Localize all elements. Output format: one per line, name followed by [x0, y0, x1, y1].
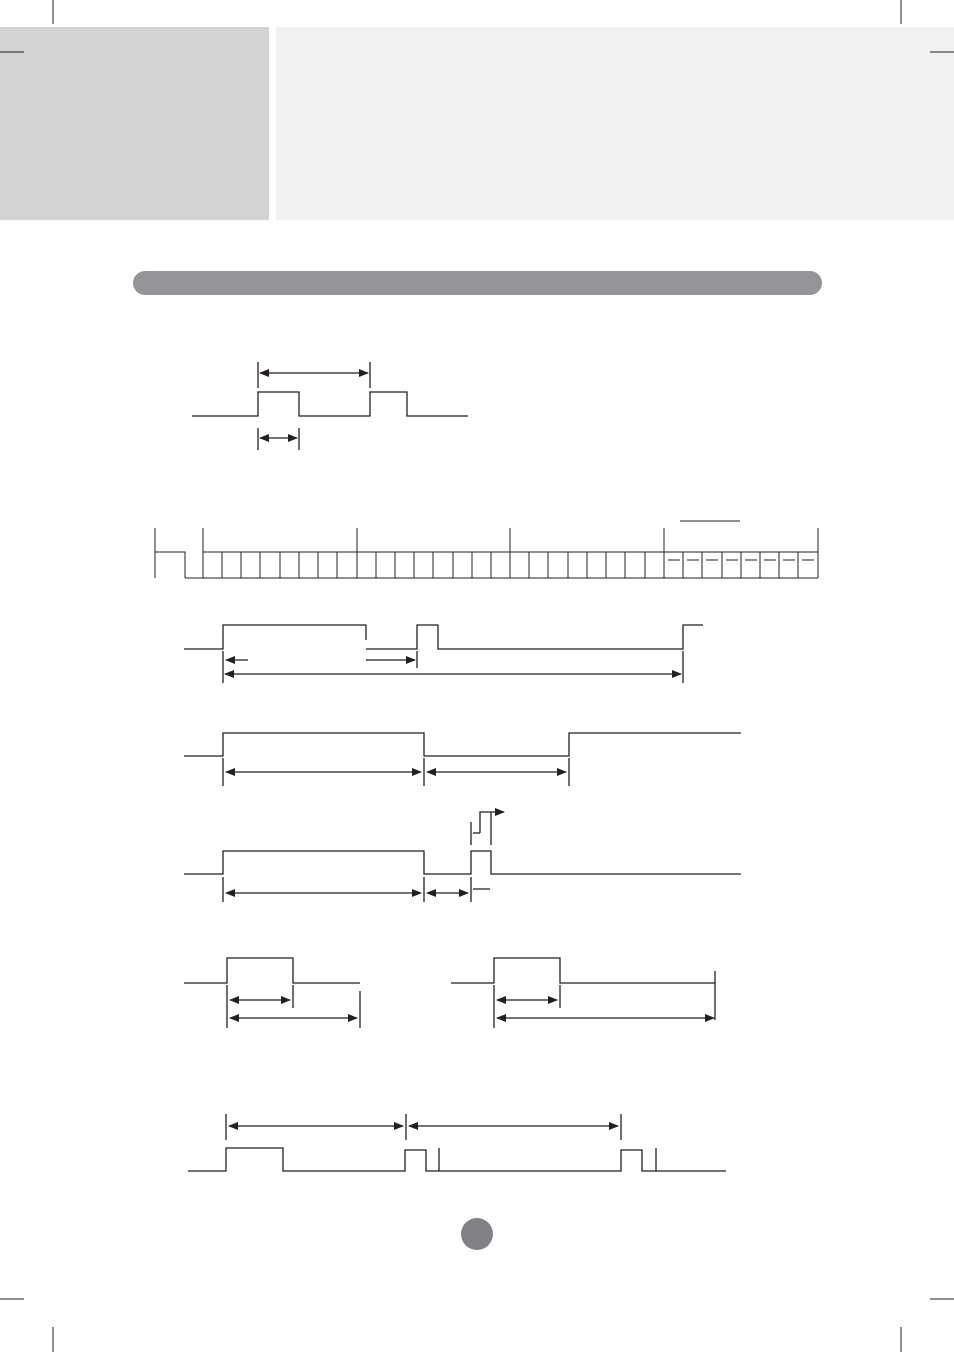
lead-code-waveform: [184, 625, 703, 683]
data-frame-bit-grid: [155, 521, 818, 578]
page-number-badge: [461, 1218, 493, 1250]
carrier-pulse-waveform: [192, 362, 468, 450]
pulse-with-marker-waveform: [184, 812, 741, 902]
long-pulse-waveform: [184, 733, 741, 786]
bit-1-waveform: [451, 958, 715, 1028]
marker-arrow: [480, 812, 504, 833]
bit-0-waveform: [184, 958, 360, 1028]
repeat-code-waveform: [188, 1114, 726, 1171]
